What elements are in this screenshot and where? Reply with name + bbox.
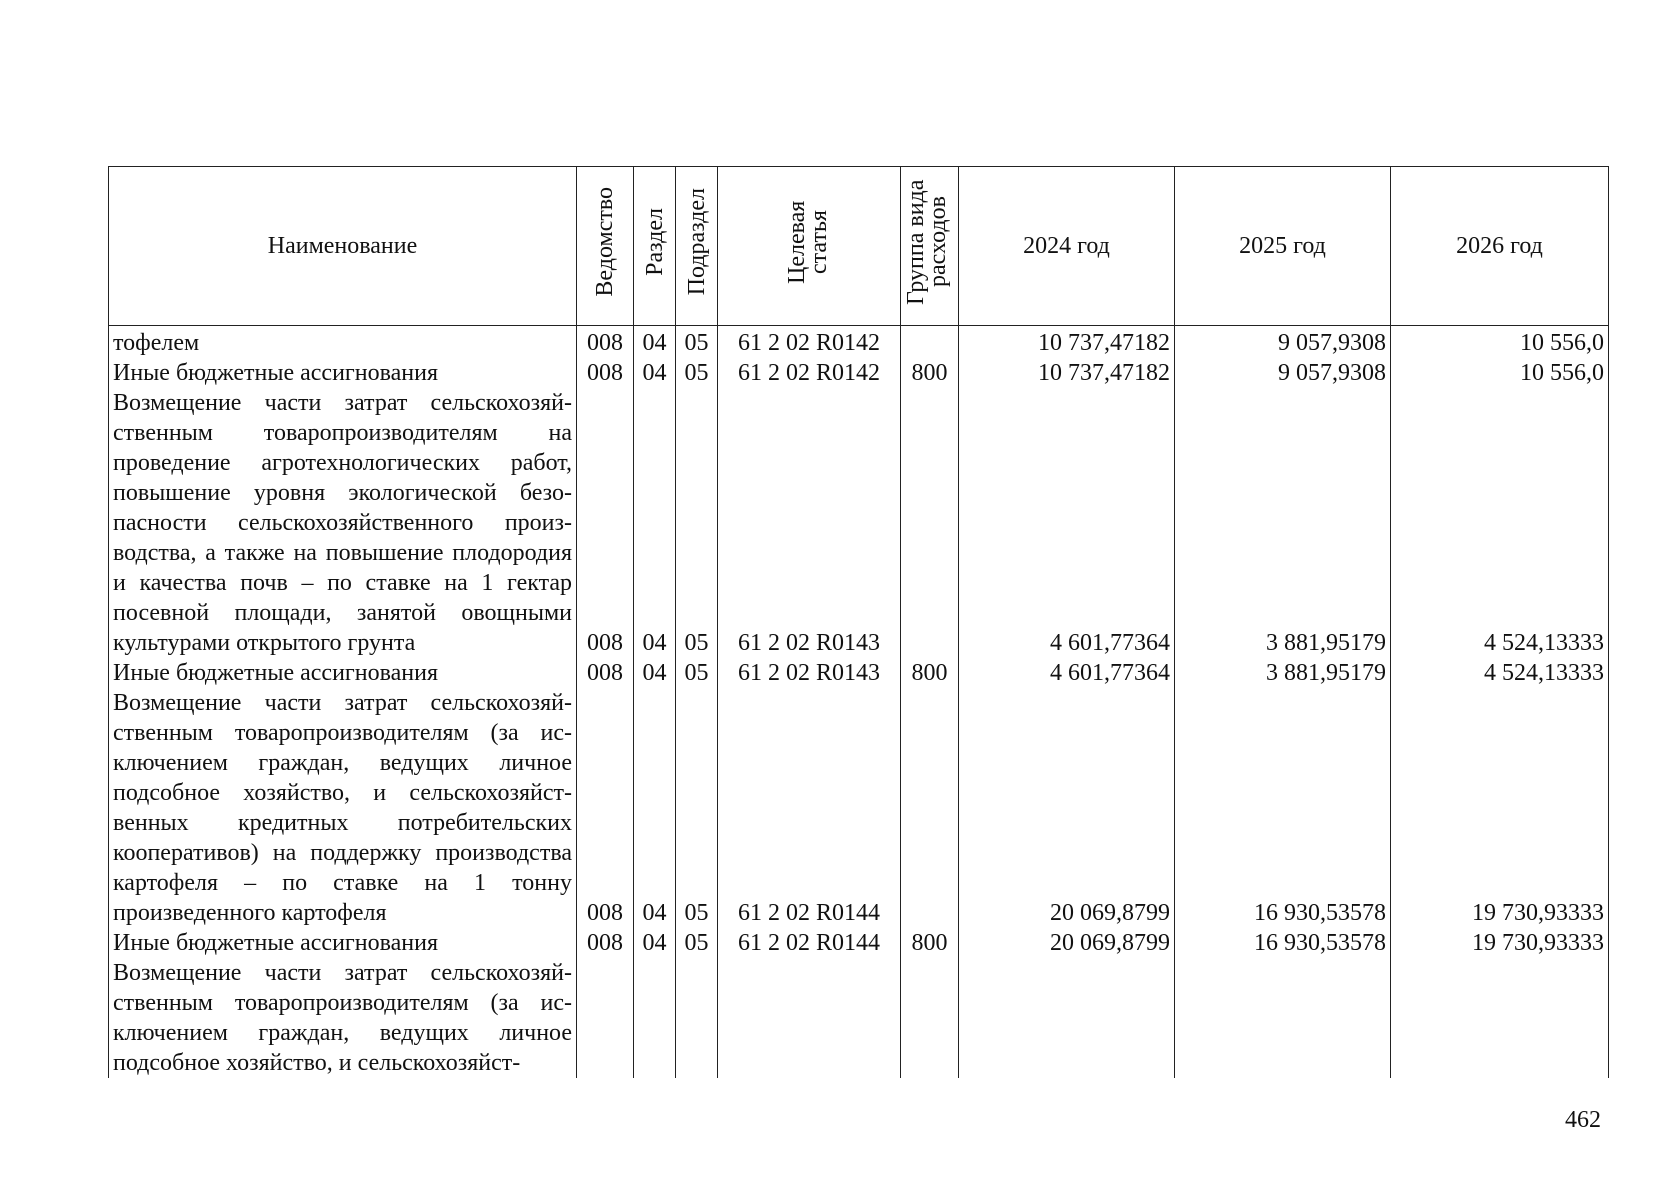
row-2025: 9 057,9308 [1175,358,1391,388]
row-2025: 16 930,53578 [1175,688,1391,928]
budget-table [108,166,1609,1078]
row-article: 61 2 02 R0142 [718,326,901,359]
row-ministry: 008 [577,928,634,958]
row-subsection [676,958,718,1078]
row-section: 04 [634,388,676,658]
row-section: 04 [634,688,676,928]
row-ministry: 008 [577,326,634,359]
row-ministry: 008 [577,688,634,928]
row-article: 61 2 02 R0144 [718,928,901,958]
row-name: Иные бюджетные ассигнования [109,658,577,688]
row-2025: 3 881,95179 [1175,658,1391,688]
table-header-row [109,167,1609,326]
row-2026: 10 556,0 [1391,326,1609,359]
row-article: 61 2 02 R0142 [718,358,901,388]
header-subsection: Подраздел [676,167,718,326]
row-name: Возмещение части затрат сельскохозяйственным товаропроизводителям (за исключением граждан, ведущих личное подсобное хозяйство, и сельскохозяйст- [109,958,577,1078]
row-name: Иные бюджетные ассигнования [109,928,577,958]
row-article: 61 2 02 R0144 [718,688,901,928]
row-section: 04 [634,928,676,958]
row-article [718,958,901,1078]
row-section: 04 [634,326,676,359]
header-year-2026: 2026 год [1391,167,1609,326]
row-name: Иные бюджетные ассигнования [109,358,577,388]
table-row [109,688,1609,928]
row-ministry [577,958,634,1078]
table-row [109,358,1609,388]
row-2024: 10 737,47182 [959,326,1175,359]
row-group: 800 [901,358,959,388]
row-subsection: 05 [676,358,718,388]
row-2024: 20 069,8799 [959,928,1175,958]
header-ministry: Ведомство [577,167,634,326]
row-name: Возмещение части затрат сельскохозяйственным товаропроизводителям на проведение агротехнологических работ, повышение уровня экологической безопасности сельскохозяйственного производства, а также на повышение плодородия и качества почв – по ставке на 1 гектар посевной площади, занятой овощными культурами открытого грунта [109,388,577,658]
row-ministry: 008 [577,358,634,388]
row-subsection: 05 [676,688,718,928]
row-name: тофелем [109,326,577,359]
row-name: Возмещение части затрат сельскохозяйственным товаропроизводителям (за исключением граждан, ведущих личное подсобное хозяйство, и сельскохозяйственных кредитных потребительских кооперативов) на поддержку производства картофеля – по ставке на 1 тонну произведенного картофеля [109,688,577,928]
table-row [109,326,1609,359]
row-group: 800 [901,928,959,958]
header-year-2024: 2024 год [959,167,1175,326]
row-2025: 16 930,53578 [1175,928,1391,958]
table-row [109,388,1609,658]
table-row [109,658,1609,688]
header-target-article: Целевая статья [718,167,901,326]
row-subsection: 05 [676,388,718,658]
row-2024: 10 737,47182 [959,358,1175,388]
row-group [901,326,959,359]
row-group [901,958,959,1078]
row-2026: 4 524,13333 [1391,658,1609,688]
header-section: Раздел [634,167,676,326]
row-section [634,958,676,1078]
row-2025 [1175,958,1391,1078]
row-subsection: 05 [676,326,718,359]
row-article: 61 2 02 R0143 [718,388,901,658]
row-2026: 10 556,0 [1391,358,1609,388]
row-section: 04 [634,658,676,688]
row-group [901,388,959,658]
table-row [109,928,1609,958]
header-name: Наименование [109,167,577,326]
row-subsection: 05 [676,928,718,958]
table-row [109,958,1609,1078]
row-2025: 3 881,95179 [1175,388,1391,658]
row-2026: 4 524,13333 [1391,388,1609,658]
row-2024: 4 601,77364 [959,658,1175,688]
row-subsection: 05 [676,658,718,688]
row-2024: 20 069,8799 [959,688,1175,928]
row-group: 800 [901,658,959,688]
page-number: 462 [1565,1107,1601,1133]
row-2026 [1391,958,1609,1078]
row-article: 61 2 02 R0143 [718,658,901,688]
header-year-2025: 2025 год [1175,167,1391,326]
row-group [901,688,959,928]
row-section: 04 [634,358,676,388]
row-ministry: 008 [577,658,634,688]
row-2026: 19 730,93333 [1391,928,1609,958]
row-2025: 9 057,9308 [1175,326,1391,359]
row-2024 [959,958,1175,1078]
header-expense-group: Группа вида расходов [901,167,959,326]
row-2024: 4 601,77364 [959,388,1175,658]
row-ministry: 008 [577,388,634,658]
row-2026: 19 730,93333 [1391,688,1609,928]
